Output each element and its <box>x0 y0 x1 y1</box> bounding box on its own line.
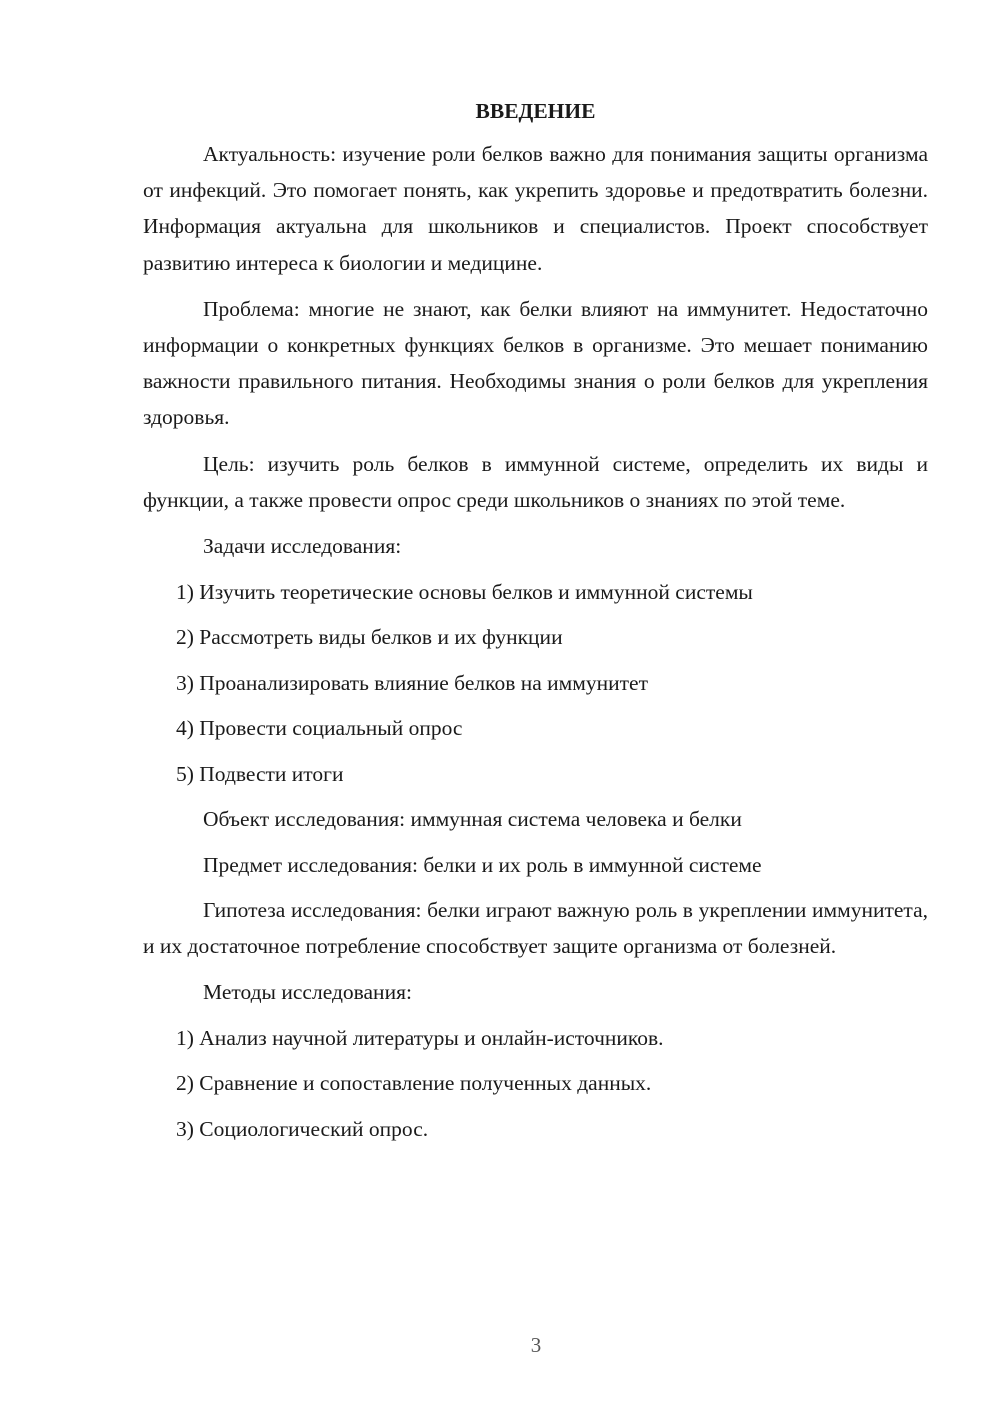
section-heading: ВВЕДЕНИЕ <box>475 99 596 123</box>
page-content <box>143 96 928 1156</box>
tasks-label: Задачи исследования: <box>203 534 402 559</box>
problem-paragraph: Проблема: многие не знают, как белки влияют на иммунитет. Недостаточно информации о конкретных функциях белков в организме. Это мешает пониманию важности правильного питания. Необходимы знания о роли белков для укрепления здоровья. <box>143 296 928 430</box>
method-item: 1) Анализ научной литературы и онлайн-источников. <box>176 1025 664 1050</box>
task-item: 4) Провести социальный опрос <box>176 716 463 741</box>
page-number: 3 <box>530 1333 542 1357</box>
research-subject: Предмет исследования: белки и их роль в иммунной системе <box>203 852 762 877</box>
relevance-paragraph: Актуальность: изучение роли белков важно для понимания защиты организма от инфекций. Это помогает понять, как укрепить здоровье и предотвратить болезни. Информация актуальна для школьников и специалистов. Проект способствует развитию интереса к биологии и медицине. <box>143 142 928 275</box>
hypothesis-paragraph: Гипотеза исследования: белки играют важную роль в укреплении иммунитета, и их достаточное потребление способствует защите организма от болезней. <box>143 898 928 959</box>
method-item: 3) Социологический опрос. <box>176 1116 429 1141</box>
goal-paragraph: Цель: изучить роль белков в иммунной системе, определить их виды и функции, а также провести опрос среди школьников о знаниях по этой теме. <box>143 451 928 512</box>
task-item: 1) Изучить теоретические основы белков и иммунной системы <box>176 579 753 604</box>
method-item: 2) Сравнение и сопоставление полученных данных. <box>176 1071 652 1096</box>
research-object: Объект исследования: иммунная система человека и белки <box>203 807 742 832</box>
task-item: 2) Рассмотреть виды белков и их функции <box>176 625 563 650</box>
task-item: 5) Подвести итоги <box>176 761 344 786</box>
methods-label: Методы исследования: <box>203 980 412 1005</box>
task-item: 3) Проанализировать влияние белков на иммунитет <box>176 670 648 695</box>
